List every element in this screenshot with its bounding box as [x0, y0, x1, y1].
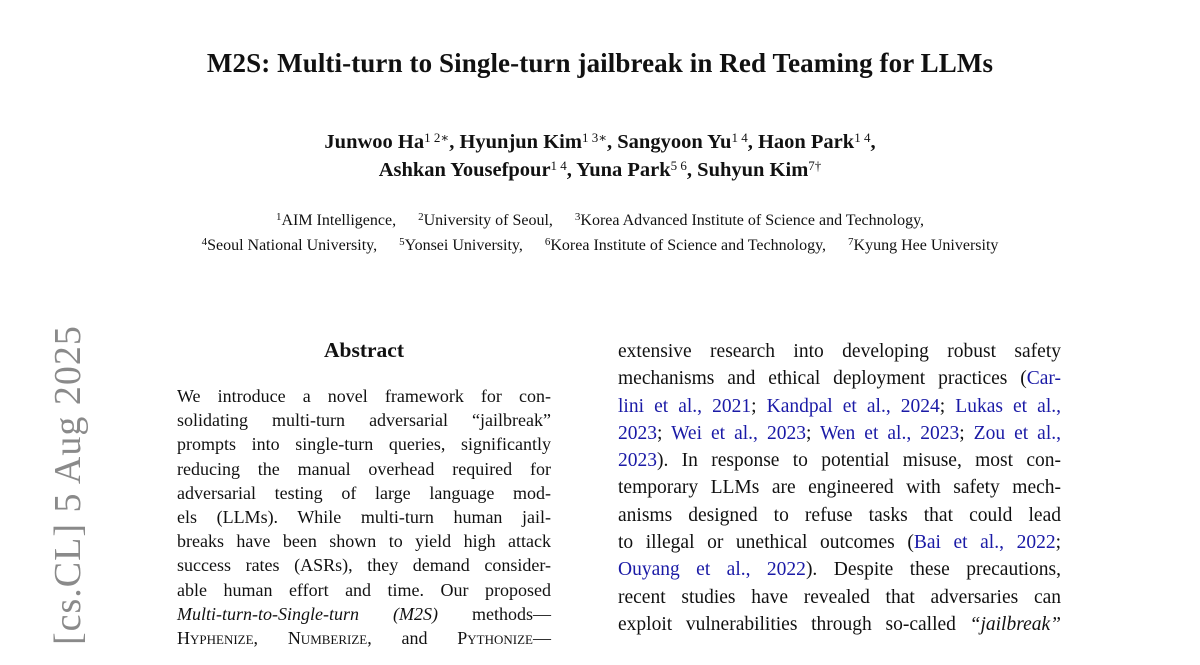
- affil-marker: 3: [574, 211, 581, 223]
- body-text: to illegal or unethical outcomes (: [618, 532, 914, 554]
- author-name: Haon Park: [757, 131, 855, 153]
- affiliation: Seoul National University,: [207, 237, 378, 254]
- affiliation: University of Seoul,: [423, 212, 553, 229]
- author-affil-marker: 1 4: [550, 158, 567, 173]
- body-line: [618, 365, 1061, 392]
- body-line: lini et al., 2021; Kandpal et al., 2024; Lukas et al.,: [618, 395, 1061, 417]
- citation-link[interactable]: Ouyang et al., 2022: [618, 559, 806, 581]
- abstract-heading: Abstract: [323, 338, 404, 362]
- citation-link[interactable]: Car-: [1026, 368, 1061, 390]
- method-hyphenize: Hyphenize: [177, 628, 254, 649]
- abstract-line: els (LLMs). While multi-turn human jail-: [177, 507, 551, 528]
- abstract-text: ,: [253, 628, 288, 649]
- affil-marker: 6: [544, 236, 551, 248]
- method-pythonize: Pythonize: [457, 628, 533, 649]
- arxiv-sidebar-stamp: [24, 325, 89, 665]
- affiliation-line-1: [0, 208, 1200, 233]
- author-affil-marker: 1 3∗: [581, 130, 608, 145]
- affiliation-line-2: [0, 233, 1200, 258]
- method-name-italic: Multi-turn-to-Single-turn (M2S): [177, 603, 438, 624]
- author-name: Yuna Park: [576, 159, 671, 181]
- body-line: to illegal or unethical outcomes (Bai et al., 2022;: [618, 532, 1061, 554]
- body-line: [618, 447, 1061, 474]
- citation-link[interactable]: Kandpal et al., 2024: [766, 395, 940, 417]
- author-name: Ashkan Yousefpour: [378, 159, 551, 181]
- abstract-line: [177, 602, 551, 626]
- author-separator: ,: [747, 131, 758, 153]
- citation-link[interactable]: 2023: [618, 450, 657, 472]
- abstract-line: adversarial testing of large language mod-: [177, 482, 551, 503]
- abstract-line: able human effort and time. Our proposed: [177, 579, 551, 600]
- affil-marker: 4: [201, 236, 208, 248]
- abstract-line: success rates (ASRs), they demand consider-: [177, 555, 551, 576]
- body-line: [618, 611, 1061, 638]
- body-text: exploit vulnerabilities through so-called: [618, 613, 970, 635]
- body-line: recent studies have revealed that adversaries can: [618, 586, 1061, 608]
- body-text: mechanisms and ethical deployment practices (: [618, 368, 1027, 390]
- author-line-2: [0, 156, 1200, 184]
- author-separator: ,: [686, 159, 698, 181]
- citation-link[interactable]: 2023: [618, 422, 657, 444]
- author-separator: ,: [607, 131, 618, 153]
- abstract-line: prompts into single-turn queries, significantly: [177, 434, 551, 455]
- affiliation: Yonsei University,: [404, 237, 523, 254]
- author-affil-marker: 1 2∗: [424, 130, 450, 145]
- citation-link[interactable]: Bai et al., 2022: [913, 532, 1056, 554]
- affil-marker: 1: [275, 211, 282, 223]
- body-text: ). Despite these precautions,: [805, 559, 1061, 581]
- abstract-line: breaks have been shown to yield high attack: [177, 531, 551, 552]
- body-line: temporary LLMs are engineered with safety mech-: [618, 477, 1061, 499]
- citation-link[interactable]: Wen et al., 2023: [820, 422, 960, 444]
- affil-marker: 5: [399, 236, 405, 248]
- author-list: [0, 128, 1200, 184]
- jailbreak-italic: “jailbreak”: [969, 613, 1061, 635]
- affiliation: AIM Intelligence,: [281, 212, 397, 229]
- affiliation: Kyung Hee University: [853, 237, 999, 254]
- abstract-text: methods—: [437, 603, 551, 624]
- author-separator: ,: [566, 159, 577, 181]
- body-line: extensive research into developing robust safety: [618, 341, 1061, 362]
- paper-title: M2S: Multi-turn to Single-turn jailbreak in Red Teaming for LLMs: [206, 48, 994, 78]
- author-line-1: [0, 128, 1200, 156]
- abstract-line: solidating multi-turn adversarial “jailbreak”: [177, 410, 551, 431]
- author-name: Junwoo Ha: [324, 131, 425, 153]
- intro-column: [618, 338, 1061, 638]
- author-name: Sangyoon Yu: [617, 131, 732, 153]
- method-numberize: Numberize: [287, 628, 368, 649]
- abstract-line: reducing the manual overhead required for: [177, 458, 551, 479]
- affiliation: Korea Advanced Institute of Science and Technology,: [580, 212, 925, 229]
- author-affil-marker: 5 6: [670, 158, 687, 173]
- author-affil-marker: 1 4: [731, 130, 748, 145]
- abstract-text: , and: [367, 628, 458, 649]
- author-affil-marker: 7†: [808, 158, 822, 173]
- body-line: 2023; Wei et al., 2023; Wen et al., 2023; Zou et al.,: [618, 422, 1062, 444]
- author-name: Hyunjun Kim: [459, 131, 582, 153]
- body-text: ). In response to potential misuse, most con-: [657, 450, 1061, 472]
- author-name: Suhyun Kim: [697, 159, 809, 181]
- citation-link[interactable]: Zou et al.,: [973, 422, 1062, 444]
- author-affil-marker: 1 4: [854, 130, 871, 145]
- citation-link[interactable]: lini et al., 2021: [618, 395, 752, 417]
- affil-marker: 7: [848, 236, 854, 248]
- citation-link[interactable]: Lukas et al.,: [955, 395, 1061, 417]
- citation-link[interactable]: Wei et al., 2023: [671, 422, 806, 444]
- body-line: [618, 556, 1061, 583]
- body-line: anisms designed to refuse tasks that could lead: [618, 504, 1061, 526]
- affiliation-list: [0, 208, 1200, 258]
- affil-marker: 2: [418, 211, 424, 223]
- affiliation: Korea Institute of Science and Technology,: [550, 237, 827, 254]
- author-separator: ,: [449, 131, 460, 153]
- abstract-body: [177, 384, 551, 650]
- author-separator: ,: [870, 131, 876, 153]
- abstract-line: [177, 626, 551, 650]
- abstract-line: We introduce a novel framework for con-: [177, 386, 551, 406]
- arxiv-stamp-text: [cs.CL] 5 Aug 2025: [47, 325, 89, 645]
- abstract-text: —: [533, 628, 551, 649]
